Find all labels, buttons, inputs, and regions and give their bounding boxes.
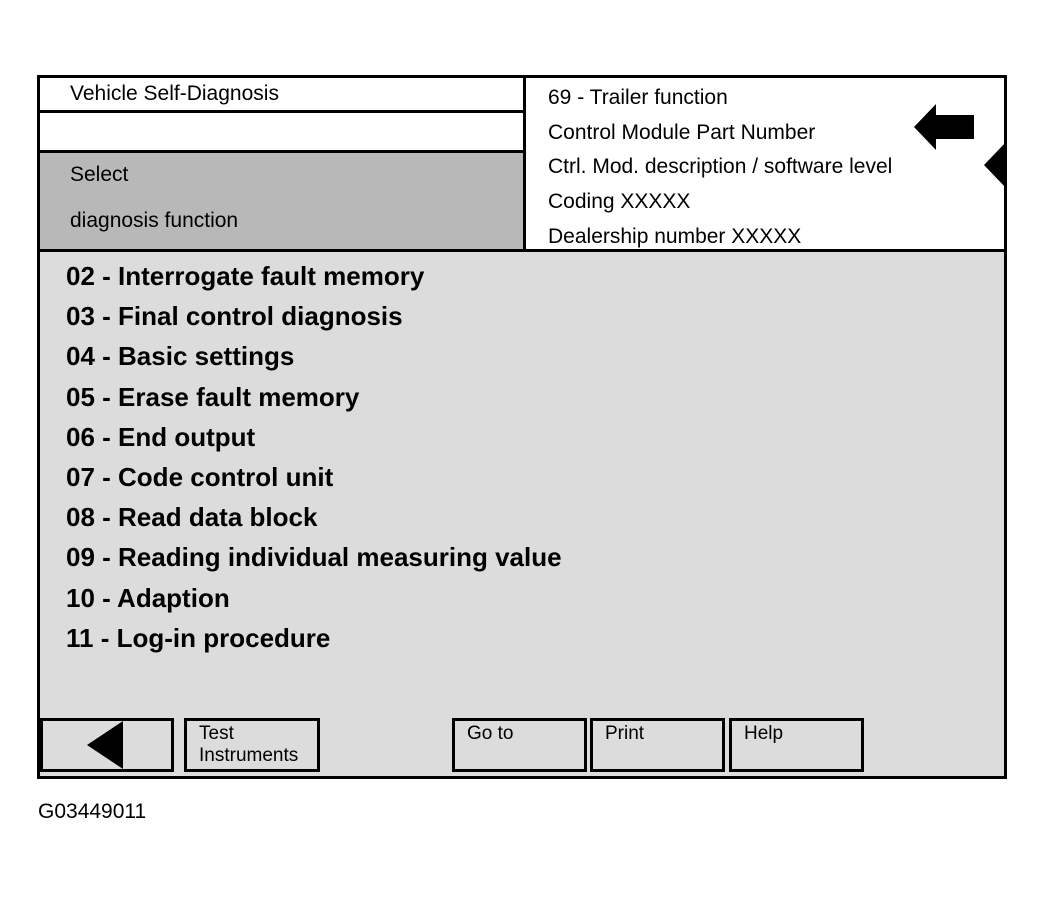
print-label: Print	[605, 723, 645, 744]
menu-item-reading-measuring-value[interactable]: 09 - Reading individual measuring value	[66, 542, 562, 573]
graphic-id: G03449011	[38, 800, 147, 823]
print-button[interactable]	[590, 718, 725, 772]
menu-item-final-control-diagnosis[interactable]: 03 - Final control diagnosis	[66, 301, 403, 332]
info-line-module: 69 - Trailer function	[548, 86, 728, 109]
diagnosis-function-list	[66, 258, 562, 660]
help-button[interactable]	[729, 718, 864, 772]
test-instruments-label: Test Instruments	[199, 723, 299, 766]
info-line-coding: Coding XXXXX	[548, 190, 691, 213]
back-button[interactable]	[40, 718, 174, 772]
go-to-label: Go to	[467, 723, 514, 744]
blank-field	[40, 113, 526, 153]
menu-item-code-control-unit[interactable]: 07 - Code control unit	[66, 461, 334, 492]
instruction-line-2: diagnosis function	[70, 209, 239, 232]
info-line-description: Ctrl. Mod. description / software level	[548, 155, 893, 178]
menu-item-erase-fault-memory[interactable]: 05 - Erase fault memory	[66, 381, 360, 412]
menu-item-basic-settings[interactable]: 04 - Basic settings	[66, 341, 295, 372]
help-label: Help	[744, 723, 784, 744]
go-to-button[interactable]	[452, 718, 587, 772]
test-instruments-button[interactable]	[184, 718, 320, 772]
back-arrow-icon	[87, 721, 127, 769]
info-line-part-number: Control Module Part Number	[548, 121, 816, 144]
instruction-panel	[40, 153, 526, 252]
screen-title: Vehicle Self-Diagnosis	[70, 82, 279, 105]
menu-item-adaption[interactable]: 10 - Adaption	[66, 582, 230, 613]
pointer-arrow-icon	[914, 104, 974, 150]
info-line-dealership: Dealership number XXXXX	[548, 225, 802, 248]
diagnosis-screen	[37, 75, 1007, 779]
instruction-line-1: Select	[70, 163, 129, 186]
menu-item-end-output[interactable]: 06 - End output	[66, 421, 256, 452]
menu-item-interrogate-fault-memory[interactable]: 02 - Interrogate fault memory	[66, 261, 425, 291]
menu-item-log-in-procedure[interactable]: 11 - Log-in procedure	[66, 622, 331, 653]
title-bar	[40, 78, 526, 113]
menu-item-read-data-block[interactable]: 08 - Read data block	[66, 502, 318, 533]
pointer-arrow-icon	[984, 142, 1004, 188]
control-module-info	[526, 78, 1004, 252]
